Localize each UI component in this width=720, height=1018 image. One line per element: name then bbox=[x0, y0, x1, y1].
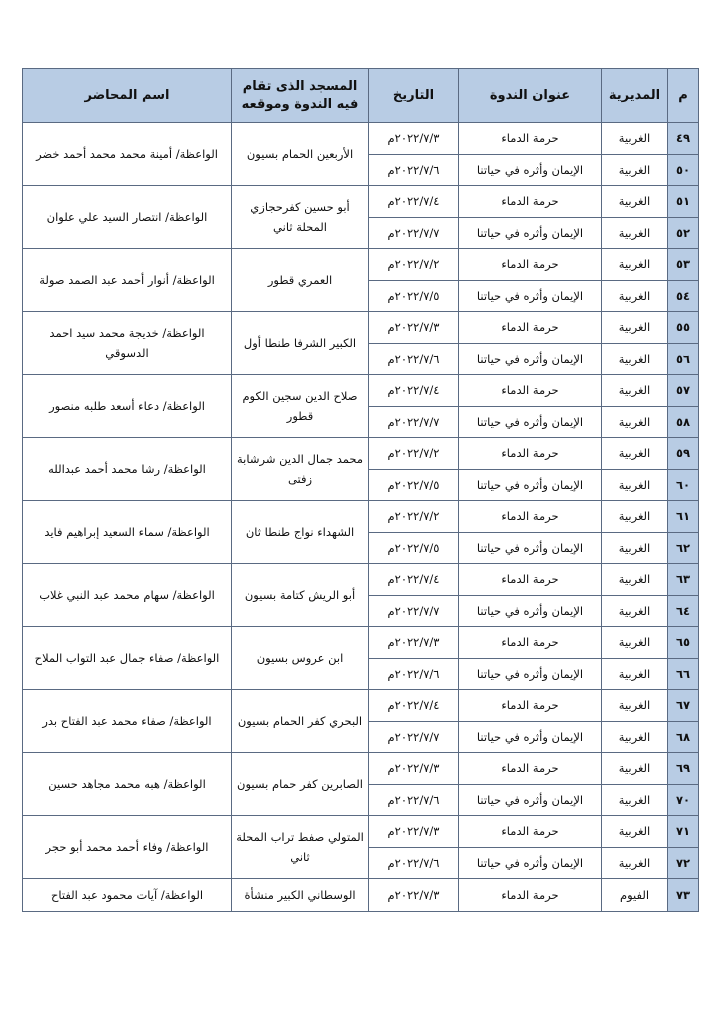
table-row bbox=[23, 186, 699, 218]
mosque-cell: محمد جمال الدين شرشابة زفتى bbox=[232, 438, 369, 501]
topic-cell: الإيمان وأثره في حياتنا bbox=[459, 721, 602, 753]
row-number: ٦٩ bbox=[668, 753, 699, 785]
topic-cell: حرمة الدماء bbox=[459, 501, 602, 533]
mosque-cell: العمري قطور bbox=[232, 249, 369, 312]
schedule-table bbox=[22, 68, 699, 912]
date-cell: ٢٠٢٢/٧/٤م bbox=[369, 375, 459, 407]
topic-cell: حرمة الدماء bbox=[459, 879, 602, 912]
row-number: ٥٠ bbox=[668, 154, 699, 186]
date-cell: ٢٠٢٢/٧/٦م bbox=[369, 847, 459, 879]
topic-cell: حرمة الدماء bbox=[459, 816, 602, 848]
directorate-cell: الغربية bbox=[602, 816, 668, 848]
date-cell: ٢٠٢٢/٧/٧م bbox=[369, 721, 459, 753]
table-row bbox=[23, 879, 699, 912]
directorate-cell: الغربية bbox=[602, 123, 668, 155]
date-cell: ٢٠٢٢/٧/٤م bbox=[369, 690, 459, 722]
mosque-cell: صلاح الدين سجين الكوم قطور bbox=[232, 375, 369, 438]
header-num: م bbox=[668, 69, 699, 123]
date-cell: ٢٠٢٢/٧/٤م bbox=[369, 186, 459, 218]
date-cell: ٢٠٢٢/٧/٦م bbox=[369, 343, 459, 375]
topic-cell: حرمة الدماء bbox=[459, 186, 602, 218]
mosque-cell: ابن عروس بسيون bbox=[232, 627, 369, 690]
topic-cell: الإيمان وأثره في حياتنا bbox=[459, 658, 602, 690]
mosque-cell: الشهداء نواج طنطا ثان bbox=[232, 501, 369, 564]
speaker-cell: الواعظة/ خديجة محمد سيد احمد الدسوقي bbox=[23, 312, 232, 375]
mosque-cell: المتولي صفط تراب المحلة ثاني bbox=[232, 816, 369, 879]
directorate-cell: الغربية bbox=[602, 658, 668, 690]
speaker-cell: الواعظة/ سهام محمد عبد النبي غلاب bbox=[23, 564, 232, 627]
speaker-cell: الواعظة/ أمينة محمد محمد أحمد خضر bbox=[23, 123, 232, 186]
row-number: ٥٣ bbox=[668, 249, 699, 281]
mosque-cell: الأربعين الحمام بسيون bbox=[232, 123, 369, 186]
row-number: ٧٣ bbox=[668, 879, 699, 912]
row-number: ٤٩ bbox=[668, 123, 699, 155]
directorate-cell: الغربية bbox=[602, 343, 668, 375]
topic-cell: حرمة الدماء bbox=[459, 249, 602, 281]
row-number: ٦٤ bbox=[668, 595, 699, 627]
table-row bbox=[23, 690, 699, 722]
row-number: ٥٦ bbox=[668, 343, 699, 375]
topic-cell: الإيمان وأثره في حياتنا bbox=[459, 532, 602, 564]
date-cell: ٢٠٢٢/٧/٧م bbox=[369, 217, 459, 249]
table-row bbox=[23, 375, 699, 407]
topic-cell: حرمة الدماء bbox=[459, 375, 602, 407]
topic-cell: الإيمان وأثره في حياتنا bbox=[459, 217, 602, 249]
speaker-cell: الواعظة/ أنوار أحمد عبد الصمد صولة bbox=[23, 249, 232, 312]
table-row bbox=[23, 753, 699, 785]
directorate-cell: الغربية bbox=[602, 217, 668, 249]
row-number: ٦٦ bbox=[668, 658, 699, 690]
mosque-cell: الصابرين كفر حمام بسيون bbox=[232, 753, 369, 816]
date-cell: ٢٠٢٢/٧/٣م bbox=[369, 312, 459, 344]
speaker-cell: الواعظة/ انتصار السيد علي علوان bbox=[23, 186, 232, 249]
table-row bbox=[23, 312, 699, 344]
row-number: ٧١ bbox=[668, 816, 699, 848]
date-cell: ٢٠٢٢/٧/٥م bbox=[369, 280, 459, 312]
row-number: ٦١ bbox=[668, 501, 699, 533]
row-number: ٦٠ bbox=[668, 469, 699, 501]
date-cell: ٢٠٢٢/٧/٧م bbox=[369, 406, 459, 438]
row-number: ٦٨ bbox=[668, 721, 699, 753]
directorate-cell: الغربية bbox=[602, 186, 668, 218]
date-cell: ٢٠٢٢/٧/٧م bbox=[369, 595, 459, 627]
date-cell: ٢٠٢٢/٧/٦م bbox=[369, 784, 459, 816]
topic-cell: الإيمان وأثره في حياتنا bbox=[459, 406, 602, 438]
speaker-cell: الواعظة/ رشا محمد أحمد عبدالله bbox=[23, 438, 232, 501]
date-cell: ٢٠٢٢/٧/٢م bbox=[369, 249, 459, 281]
directorate-cell: الغربية bbox=[602, 847, 668, 879]
date-cell: ٢٠٢٢/٧/٤م bbox=[369, 564, 459, 596]
date-cell: ٢٠٢٢/٧/٥م bbox=[369, 469, 459, 501]
date-cell: ٢٠٢٢/٧/٣م bbox=[369, 123, 459, 155]
mosque-cell: أبو الريش كتامة بسيون bbox=[232, 564, 369, 627]
header-directorate: المديرية bbox=[602, 69, 668, 123]
topic-cell: حرمة الدماء bbox=[459, 438, 602, 470]
directorate-cell: الغربية bbox=[602, 595, 668, 627]
date-cell: ٢٠٢٢/٧/٦م bbox=[369, 154, 459, 186]
topic-cell: الإيمان وأثره في حياتنا bbox=[459, 847, 602, 879]
mosque-cell: أبو حسين كفرحجازي المحلة ثاني bbox=[232, 186, 369, 249]
row-number: ٥٢ bbox=[668, 217, 699, 249]
table-row bbox=[23, 816, 699, 848]
date-cell: ٢٠٢٢/٧/٣م bbox=[369, 816, 459, 848]
mosque-cell: الوسطاني الكبير منشأة bbox=[232, 879, 369, 912]
header-mosque: المسجد الذى تقام فيه الندوة وموقعه bbox=[232, 69, 369, 123]
header-speaker: اسم المحاضر bbox=[23, 69, 232, 123]
topic-cell: الإيمان وأثره في حياتنا bbox=[459, 469, 602, 501]
mosque-cell: البحري كفر الحمام بسيون bbox=[232, 690, 369, 753]
table-row bbox=[23, 123, 699, 155]
speaker-cell: الواعظة/ صفاء جمال عبد التواب الملاح bbox=[23, 627, 232, 690]
speaker-cell: الواعظة/ وفاء أحمد محمد أبو حجر bbox=[23, 816, 232, 879]
date-cell: ٢٠٢٢/٧/٣م bbox=[369, 753, 459, 785]
topic-cell: الإيمان وأثره في حياتنا bbox=[459, 595, 602, 627]
topic-cell: حرمة الدماء bbox=[459, 564, 602, 596]
table-row bbox=[23, 249, 699, 281]
header-row bbox=[23, 69, 699, 123]
directorate-cell: الغربية bbox=[602, 784, 668, 816]
date-cell: ٢٠٢٢/٧/٣م bbox=[369, 879, 459, 912]
date-cell: ٢٠٢٢/٧/٦م bbox=[369, 658, 459, 690]
row-number: ٥١ bbox=[668, 186, 699, 218]
row-number: ٥٧ bbox=[668, 375, 699, 407]
header-date: التاريخ bbox=[369, 69, 459, 123]
directorate-cell: الغربية bbox=[602, 375, 668, 407]
row-number: ٥٨ bbox=[668, 406, 699, 438]
table-row bbox=[23, 438, 699, 470]
date-cell: ٢٠٢٢/٧/٢م bbox=[369, 501, 459, 533]
date-cell: ٢٠٢٢/٧/٣م bbox=[369, 627, 459, 659]
speaker-cell: الواعظة/ هبه محمد مجاهد حسين bbox=[23, 753, 232, 816]
directorate-cell: الغربية bbox=[602, 154, 668, 186]
directorate-cell: الفيوم bbox=[602, 879, 668, 912]
row-number: ٦٧ bbox=[668, 690, 699, 722]
directorate-cell: الغربية bbox=[602, 564, 668, 596]
topic-cell: الإيمان وأثره في حياتنا bbox=[459, 784, 602, 816]
directorate-cell: الغربية bbox=[602, 690, 668, 722]
row-number: ٥٤ bbox=[668, 280, 699, 312]
row-number: ٥٥ bbox=[668, 312, 699, 344]
speaker-cell: الواعظة/ دعاء أسعد طلبه منصور bbox=[23, 375, 232, 438]
topic-cell: حرمة الدماء bbox=[459, 627, 602, 659]
row-number: ٧٠ bbox=[668, 784, 699, 816]
speaker-cell: الواعظة/ سماء السعيد إبراهيم فايد bbox=[23, 501, 232, 564]
directorate-cell: الغربية bbox=[602, 469, 668, 501]
speaker-cell: الواعظة/ آيات محمود عبد الفتاح bbox=[23, 879, 232, 912]
directorate-cell: الغربية bbox=[602, 753, 668, 785]
directorate-cell: الغربية bbox=[602, 438, 668, 470]
directorate-cell: الغربية bbox=[602, 249, 668, 281]
row-number: ٦٥ bbox=[668, 627, 699, 659]
directorate-cell: الغربية bbox=[602, 406, 668, 438]
table-row bbox=[23, 627, 699, 659]
table-row bbox=[23, 564, 699, 596]
header-topic: عنوان الندوة bbox=[459, 69, 602, 123]
directorate-cell: الغربية bbox=[602, 501, 668, 533]
directorate-cell: الغربية bbox=[602, 627, 668, 659]
date-cell: ٢٠٢٢/٧/٢م bbox=[369, 438, 459, 470]
mosque-cell: الكبير الشرفا طنطا أول bbox=[232, 312, 369, 375]
topic-cell: حرمة الدماء bbox=[459, 312, 602, 344]
topic-cell: الإيمان وأثره في حياتنا bbox=[459, 154, 602, 186]
directorate-cell: الغربية bbox=[602, 280, 668, 312]
table-row bbox=[23, 501, 699, 533]
row-number: ٦٣ bbox=[668, 564, 699, 596]
schedule-body bbox=[23, 123, 699, 912]
directorate-cell: الغربية bbox=[602, 721, 668, 753]
directorate-cell: الغربية bbox=[602, 312, 668, 344]
speaker-cell: الواعظة/ صفاء محمد عبد الفتاح بدر bbox=[23, 690, 232, 753]
topic-cell: حرمة الدماء bbox=[459, 123, 602, 155]
row-number: ٧٢ bbox=[668, 847, 699, 879]
topic-cell: الإيمان وأثره في حياتنا bbox=[459, 343, 602, 375]
row-number: ٦٢ bbox=[668, 532, 699, 564]
topic-cell: حرمة الدماء bbox=[459, 753, 602, 785]
directorate-cell: الغربية bbox=[602, 532, 668, 564]
topic-cell: حرمة الدماء bbox=[459, 690, 602, 722]
row-number: ٥٩ bbox=[668, 438, 699, 470]
date-cell: ٢٠٢٢/٧/٥م bbox=[369, 532, 459, 564]
topic-cell: الإيمان وأثره في حياتنا bbox=[459, 280, 602, 312]
